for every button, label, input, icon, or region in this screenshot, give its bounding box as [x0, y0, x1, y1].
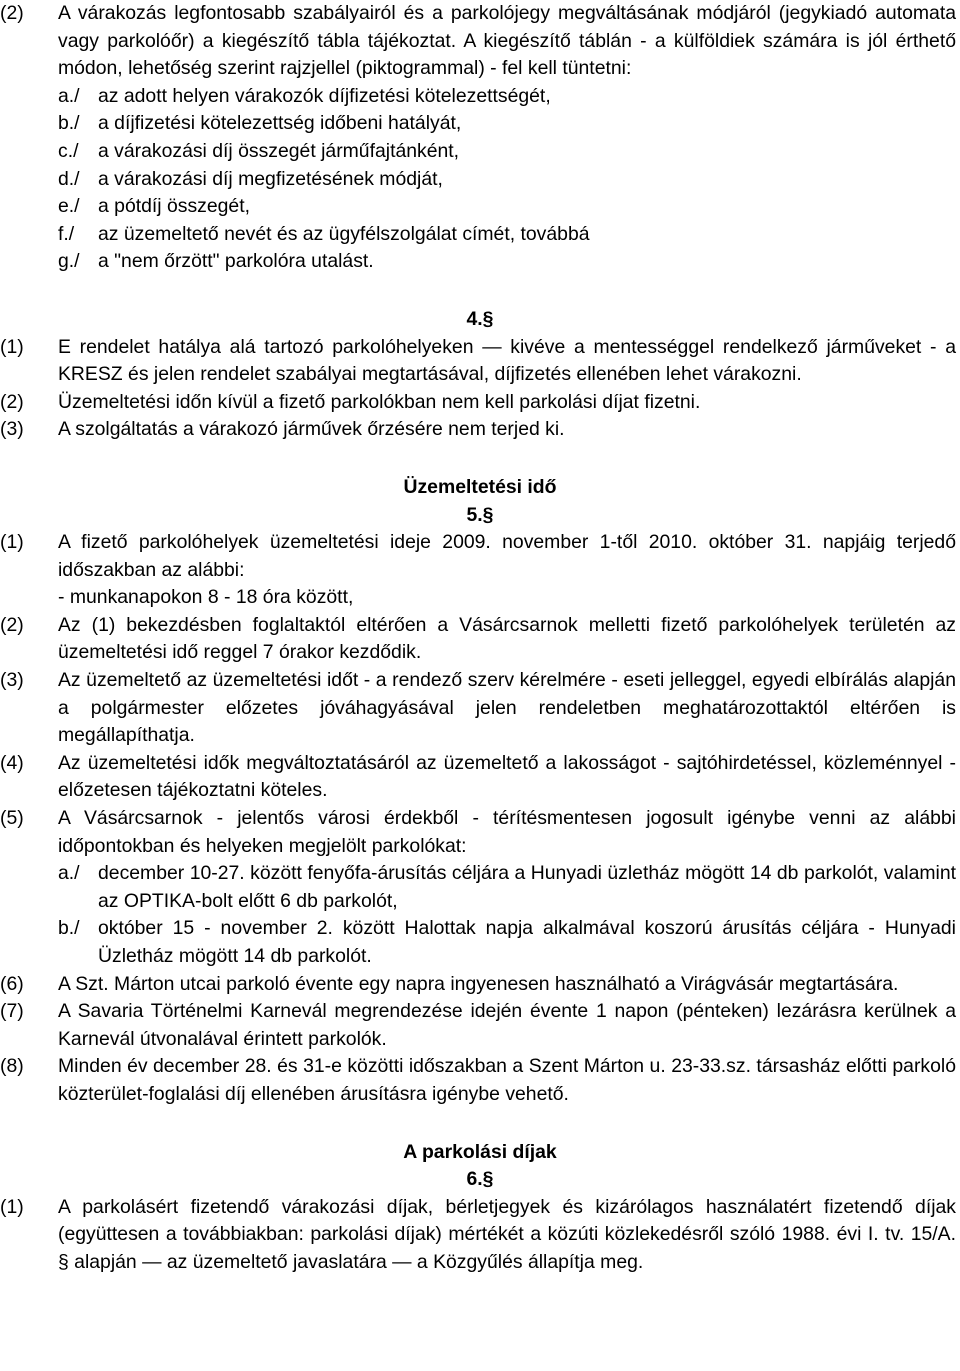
list-text: az adott helyen várakozók díjfizetési kötelezettségét, — [98, 84, 551, 107]
list-label: c./ — [58, 139, 79, 162]
list-label: b./ — [58, 917, 80, 940]
section-number-5: 5.§ — [466, 503, 494, 526]
list-text: a várakozási díj megfizetésének módját, — [98, 167, 443, 190]
paragraph-text: A Savaria Történelmi Karnevál megrendezése idején évente 1 napon (pénteken) lezárásra kerülnek a Karnevál útvonalával érintett parkolók. — [58, 1000, 956, 1050]
paragraph — [0, 612, 956, 667]
paragraph-text: Az üzemeltető az üzemeltetési időt - a rendező szerv kérelmére - eseti jelleggel, egyedi elbírálás alapján a polgármester előzetes jóváhagyásával jelen rendeletben meghatározottaktól eltérően is megállapíthatja. — [58, 669, 956, 747]
paragraph — [0, 998, 956, 1053]
list-item — [58, 138, 956, 166]
list-text: december 10-27. között fenyőfa-árusítás céljára a Hunyadi üzletház mögött 14 db parkolót, valamint az OPTIKA-bolt előtt 6 db parkolót, — [98, 862, 956, 912]
list-text: a díjfizetési kötelezettség időbeni hatályát, — [98, 112, 462, 135]
list-item — [58, 860, 956, 915]
paragraph — [0, 1194, 956, 1277]
paragraph — [0, 334, 956, 389]
paragraph-number: (1) — [0, 335, 24, 358]
list-label: a./ — [58, 862, 80, 885]
paragraph — [0, 667, 956, 750]
list-item — [58, 110, 956, 138]
paragraph-text: Üzemeltetési időn kívül a fizető parkolókban nem kell parkolási díjat fizetni. — [58, 390, 701, 413]
section-title-5: Üzemeltetési idő — [403, 475, 557, 498]
paragraph-text: A Vásárcsarnok - jelentős városi érdekből - térítésmentesen jogosult igénybe venni az alábbi időpontokban és helyeken megjelölt parkolókat: — [58, 807, 956, 857]
list-item — [58, 248, 956, 276]
list-item — [58, 915, 956, 970]
list-label: d./ — [58, 167, 80, 190]
list-item — [58, 221, 956, 249]
list-text: az üzemeltető nevét és az ügyfélszolgálat címét, továbbá — [98, 222, 590, 245]
list-label: g./ — [58, 250, 80, 273]
paragraph-number: (2) — [0, 613, 24, 636]
paragraph-number: (4) — [0, 751, 24, 774]
paragraph — [0, 805, 956, 971]
list-item — [58, 166, 956, 194]
list-text: a pótdíj összegét, — [98, 195, 250, 218]
paragraph-number: (2) — [0, 390, 24, 413]
list-item — [58, 83, 956, 111]
paragraph-number: (3) — [0, 418, 24, 441]
section-title-6: A parkolási díjak — [403, 1140, 557, 1163]
list-label: f./ — [58, 222, 75, 245]
paragraph-number: (5) — [0, 807, 24, 830]
paragraph-2-signage — [0, 0, 956, 276]
paragraph-text: Az üzemeltetési idők megváltoztatásáról az üzemeltető a lakosságot - sajtóhirdetéssel, közleménnyel - előzetesen tájékoztatni köteles. — [58, 751, 956, 802]
list-text: a "nem őrzött" parkolóra utalást. — [98, 250, 374, 273]
paragraph-extra: - munkanapokon 8 - 18 óra között, — [58, 586, 354, 609]
list-label: b./ — [58, 112, 80, 135]
paragraph — [0, 416, 956, 444]
paragraph-text: A szolgáltatás a várakozó járművek őrzésére nem terjed ki. — [58, 418, 565, 441]
paragraph-number: (1) — [0, 531, 24, 554]
paragraph-number: (3) — [0, 669, 24, 692]
paragraph — [0, 750, 956, 805]
paragraph — [0, 971, 956, 999]
list-label: a./ — [58, 84, 80, 107]
paragraph-text: E rendelet hatálya alá tartozó parkolóhelyeken — kivéve a mentességgel rendelkező járműveket - a KRESZ és jelen rendelet szabályai megtartásával, díjfizetés ellenében lehet várakozni. — [58, 335, 956, 386]
paragraph-number: (6) — [0, 972, 24, 995]
section-number-4: 4.§ — [466, 307, 494, 330]
paragraph — [0, 529, 956, 612]
paragraph-text: Minden év december 28. és 31-e közötti időszakban a Szent Márton u. 23-33.sz. társasház előtti parkoló közterület-foglalási díj ellenében árusításra igénybe vehető. — [58, 1055, 956, 1105]
paragraph-number: (2) — [0, 2, 24, 24]
spacer — [0, 444, 960, 474]
paragraph-text: A várakozás legfontosabb szabályairól és a parkolójegy megváltásának módjáról (jegykiadó automata vagy parkolóőr) a kiegészítő tábla tájékoztat. A kiegészítő táblán - a külföldiek számára is jól érthető módon, lehetőség szerint rajzjellel (piktogrammal) - fel kell tüntetni: — [58, 2, 956, 80]
paragraph-text: A parkolásért fizetendő várakozási díjak, bérletjegyek és kizárólagos használatért fizetendő díjak (együttesen a továbbiakban: parkolási díjak) mértékét a közúti közlekedésről szóló 1988. évi I. tv. 15/A. § alapján — az üzemeltető javaslatára — a Közgyűlés állapítja meg. — [58, 1195, 956, 1273]
paragraph — [0, 1053, 956, 1108]
paragraph — [0, 389, 956, 417]
paragraph-number: (1) — [0, 1195, 24, 1218]
paragraph-number: (7) — [0, 1000, 24, 1023]
paragraph-number: (8) — [0, 1055, 24, 1078]
spacer — [0, 276, 960, 306]
paragraph-text: Az (1) bekezdésben foglaltaktól eltérően a Vásárcsarnok melletti fizető parkolóhelyek területén az üzemeltetési idő reggel 7 órakor kezdődik. — [58, 613, 956, 664]
list-item — [58, 193, 956, 221]
spacer — [0, 1109, 960, 1139]
section-number-6: 6.§ — [466, 1168, 494, 1191]
list-text: a várakozási díj összegét járműfajtánként, — [98, 139, 460, 162]
list-label: e./ — [58, 195, 80, 218]
paragraph-text: A fizető parkolóhelyek üzemeltetési ideje 2009. november 1-től 2010. október 31. napjáig terjedő időszakban az alábbi: — [58, 531, 956, 581]
paragraph-text: A Szt. Márton utcai parkoló évente egy napra ingyenesen használható a Virágvásár megtartására. — [58, 972, 899, 995]
list-text: október 15 - november 2. között Halottak napja alkalmával koszorú árusítás céljára - Hunyadi Üzletház mögött 14 db parkolót. — [98, 917, 956, 967]
